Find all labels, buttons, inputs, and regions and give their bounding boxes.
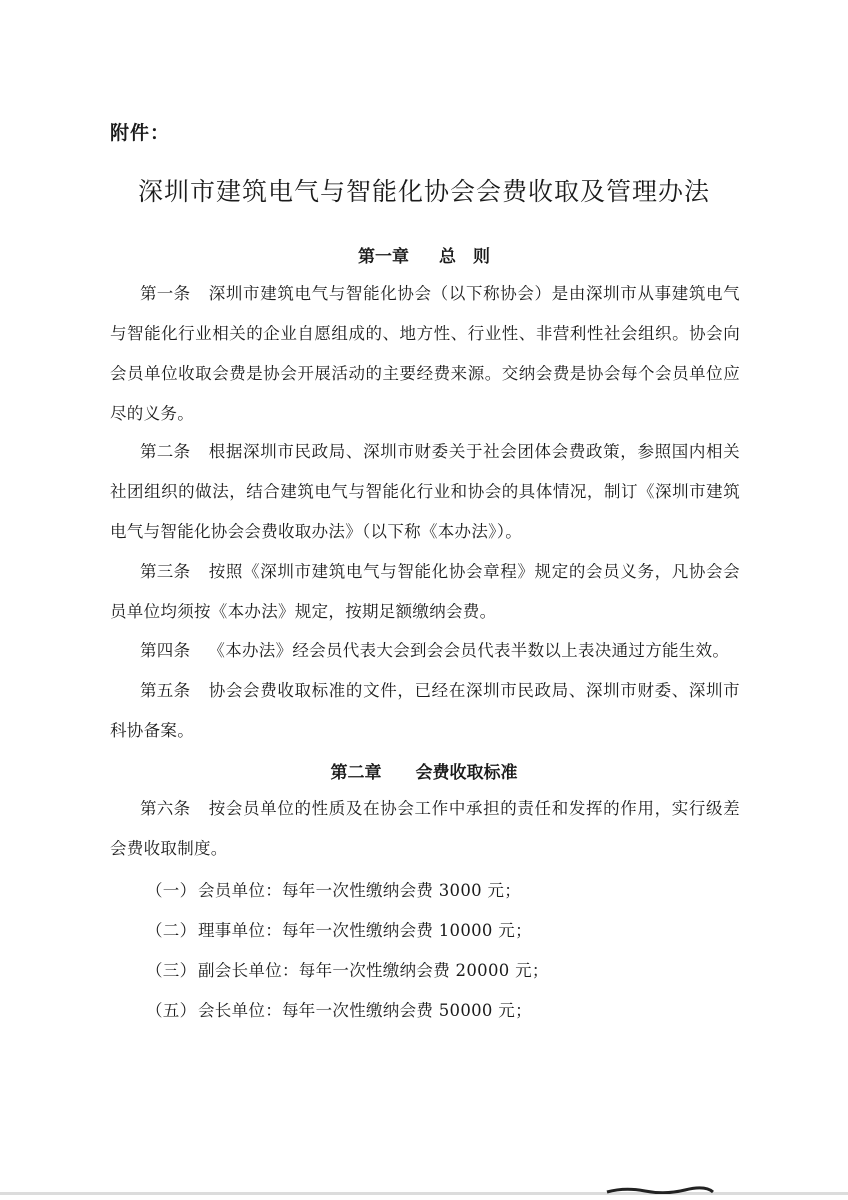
fee-item-number: （一） — [146, 881, 197, 900]
article-1-number: 第一条 — [140, 284, 191, 303]
attachment-label: 附件： — [110, 122, 171, 144]
article-5 — [110, 671, 740, 751]
article-2 — [110, 432, 740, 552]
fee-item-text: 会长单位：每年一次性缴纳会费 50000 元； — [198, 1001, 532, 1020]
fee-item-text: 理事单位：每年一次性缴纳会费 10000 元； — [198, 921, 532, 940]
document-title: 深圳市建筑电气与智能化协会会费收取及管理办法 — [137, 177, 710, 206]
scan-edge-line — [0, 1192, 848, 1195]
fee-item-number: （二） — [146, 921, 197, 940]
fee-item-vice-president — [146, 957, 549, 981]
article-4-text: 《本办法》经会员代表大会到会会员代表半数以上表决通过方能生效。 — [208, 641, 730, 660]
fee-item-number: （五） — [146, 1001, 197, 1020]
fee-item-text: 会员单位：每年一次性缴纳会费 3000 元； — [198, 881, 522, 900]
article-2-number: 第二条 — [140, 442, 191, 461]
article-1-text: 深圳市建筑电气与智能化协会（以下称协会）是由深圳市从事建筑电气与智能化行业相关的企业自愿组成的、地方性、行业性、非营利性社会组织。协会向会员单位收取会费是协会开展活动的主要经费来源。交纳会费是协会每个会员单位应尽的义务。 — [110, 284, 740, 423]
fee-item-president — [146, 997, 532, 1021]
article-4-number: 第四条 — [140, 641, 191, 660]
chapter-2-label: 第二章 — [330, 763, 382, 783]
article-2-text: 根据深圳市民政局、深圳市财委关于社会团体会费政策，参照国内相关社团组织的做法，结合建筑电气与智能化行业和协会的具体情况，制订《深圳市建筑电气与智能化协会会费收取办法》（以下称《本办法》）。 — [110, 442, 740, 541]
chapter-1-label: 第一章 — [358, 247, 409, 267]
article-3-number: 第三条 — [140, 562, 191, 581]
article-3-text: 按照《深圳市建筑电气与智能化协会章程》规定的会员义务，凡协会会员单位均须按《本办法》规定，按期足额缴纳会费。 — [110, 562, 740, 621]
fee-item-text: 副会长单位：每年一次性缴纳会费 20000 元； — [198, 961, 549, 980]
scan-smudge — [605, 1186, 715, 1194]
article-6-text: 按会员单位的性质及在协会工作中承担的责任和发挥的作用，实行级差会费收取制度。 — [110, 799, 740, 858]
chapter-1-heading — [0, 242, 848, 267]
chapter-2-name: 会费收取标准 — [415, 763, 518, 783]
article-5-number: 第五条 — [140, 681, 191, 700]
article-3 — [110, 552, 740, 632]
chapter-2-heading — [0, 758, 848, 783]
chapter-1-name: 总 则 — [439, 247, 490, 267]
fee-item-number: （三） — [146, 961, 197, 980]
article-1 — [110, 274, 740, 434]
article-4 — [110, 631, 740, 671]
article-5-text: 协会会费收取标准的文件，已经在深圳市民政局、深圳市财委、深圳市科协备案。 — [110, 681, 740, 740]
article-6-number: 第六条 — [140, 799, 191, 818]
fee-item-director — [146, 917, 532, 941]
fee-item-member — [146, 877, 521, 901]
article-6 — [110, 789, 740, 869]
